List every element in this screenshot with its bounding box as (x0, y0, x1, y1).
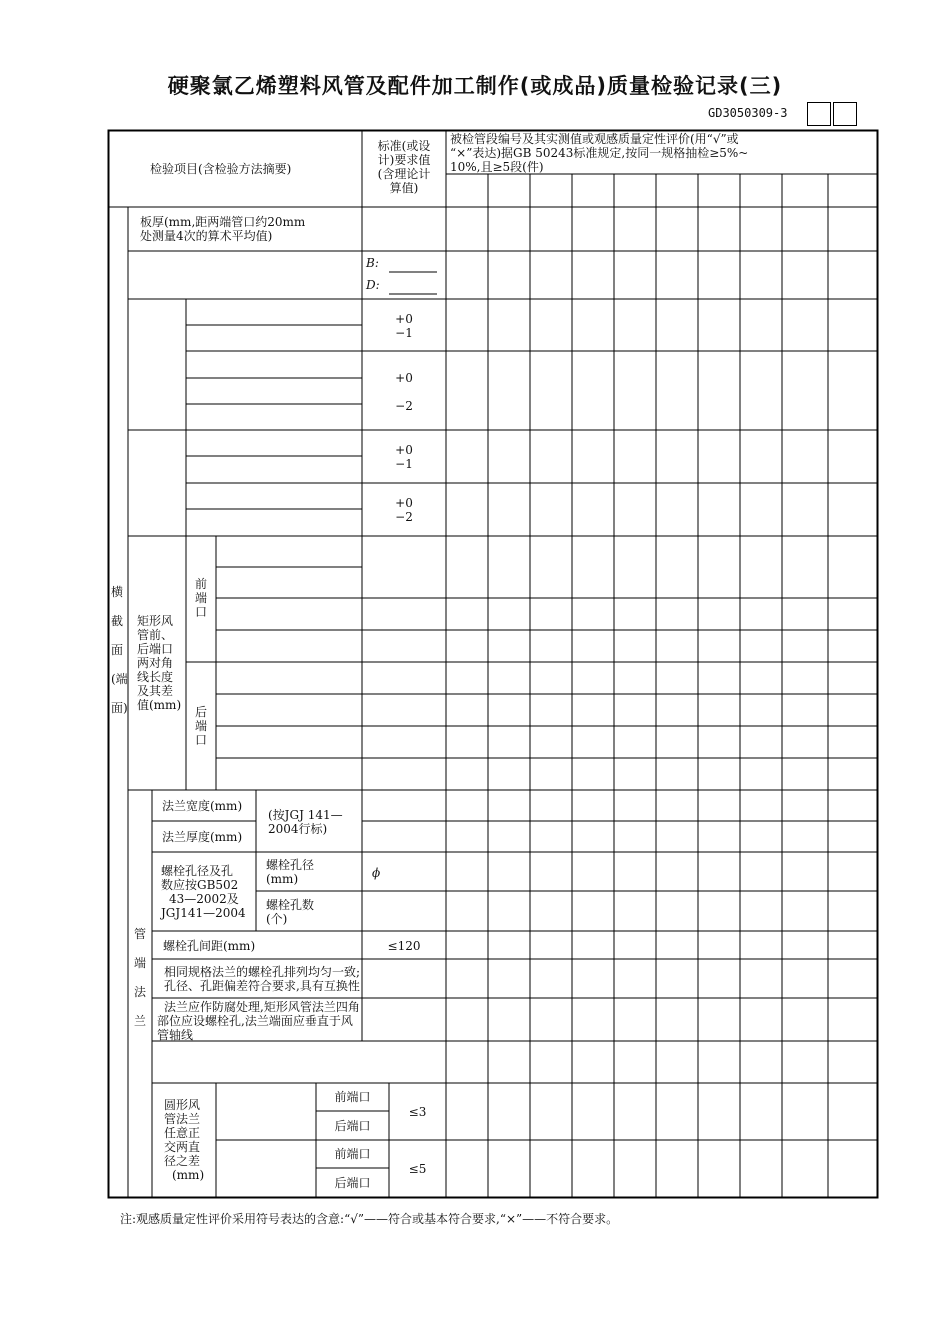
diagonal-label-l1: 矩形风 (137, 614, 174, 628)
d-label: D: (366, 278, 380, 292)
round-front-port-1: 前端口 (334, 1090, 371, 1104)
diagonal-label-l3: 后端口 (137, 642, 174, 656)
tolerance-4-lower: −2 (395, 510, 413, 524)
round-flange-l1: 圆形风 (164, 1098, 201, 1112)
bolt-req-l1: 螺栓孔径及孔 (161, 864, 234, 878)
tolerance-3-upper: +0 (395, 443, 413, 457)
flange-group-label: 管端法兰 (134, 927, 147, 1028)
standard-header-l1: 标准(或设 (377, 139, 431, 153)
bolt-spacing: 螺栓孔间距(mm) (163, 939, 256, 953)
tolerance-2-lower: −2 (395, 399, 413, 413)
measured-header-l2: “×”表达)据GB 50243标准规定,按同一规格抽检≥5%~ (450, 146, 749, 160)
front-port-label: 前端口 (195, 577, 208, 619)
diagonal-label-l6: 及其差 (137, 684, 174, 698)
round-flange-l4: 交两直 (164, 1140, 201, 1154)
bolt-spacing-standard: ≤120 (387, 939, 421, 953)
board-thickness-l2: 处测量4次的算术平均值) (140, 229, 273, 243)
board-thickness-l1: 板厚(mm,距两端管口约20mm (140, 215, 306, 229)
per-jgj-l2: 2004行标) (268, 822, 328, 836)
tolerance-4-upper: +0 (395, 496, 413, 510)
flange-width: 法兰宽度(mm) (162, 799, 243, 813)
tolerance-3-lower: −1 (395, 457, 413, 471)
round-front-port-2: 前端口 (334, 1147, 371, 1161)
cross-section-label: 横截面(端面) (111, 585, 128, 715)
bolt-req-l2: 数应按GB502 (161, 878, 239, 892)
bolt-req-l4: JGJ141—2004 (161, 906, 246, 920)
uniform-l2: 孔径、孔距偏差符合要求,具有互换性 (164, 979, 360, 993)
round-std-le5: ≤5 (408, 1162, 427, 1176)
bolt-count-l1: 螺栓孔数 (266, 898, 315, 912)
bolt-diameter-l2: (mm) (266, 872, 299, 886)
rear-port-label: 后端口 (195, 705, 208, 747)
anticorrosion-l2: 部位应设螺栓孔,法兰端面应垂直于风 (157, 1014, 353, 1028)
page-title: 硬聚氯乙烯塑料风管及配件加工制作(或成品)质量检验记录(三) (167, 74, 783, 98)
bolt-req-l3: 43—2002及 (169, 892, 239, 906)
round-rear-port-1: 后端口 (334, 1119, 371, 1133)
tolerance-1-lower: −1 (395, 326, 413, 340)
footer-note: 注:观感质量定性评价采用符号表达的含意:“√”——符合或基本符合要求,“×”——不符合要求。 (120, 1212, 619, 1226)
round-flange-l6: (mm) (172, 1168, 205, 1182)
b-label: B: (366, 256, 379, 270)
measured-header-l1: 被检管段编号及其实测值或观感质量定性评价(用“√”或 (450, 132, 739, 146)
diagonal-label-l5: 线长度 (137, 670, 174, 684)
diagonal-label-l2: 管前、 (137, 628, 174, 642)
diagonal-label-l4: 两对角 (137, 656, 174, 670)
round-flange-l2: 管法兰 (164, 1112, 201, 1126)
standard-header-l2: 计)要求值 (377, 153, 431, 167)
round-flange-l5: 径之差 (164, 1154, 201, 1168)
tolerance-2-upper: +0 (395, 371, 413, 385)
flange-thickness: 法兰厚度(mm) (162, 830, 243, 844)
measured-header-l3: 10%,且≥5段(件) (450, 160, 544, 174)
round-std-le3: ≤3 (408, 1105, 427, 1119)
per-jgj-l1: (按JGJ 141— (268, 808, 343, 822)
form-code: GD3050309-3 (708, 106, 788, 120)
round-rear-port-2: 后端口 (334, 1176, 371, 1190)
tolerance-1-upper: +0 (395, 312, 413, 326)
bolt-count-l2: (个) (266, 912, 288, 926)
diagonal-label-l7: 值(mm) (137, 698, 182, 712)
anticorrosion-l1: 法兰应作防腐处理,矩形风管法兰四角 (164, 1000, 360, 1014)
round-flange-l3: 任意正 (164, 1126, 201, 1140)
standard-header-l3: (含理论计 (377, 167, 431, 181)
phi-symbol: ϕ (372, 866, 381, 880)
bolt-diameter-l1: 螺栓孔径 (266, 858, 315, 872)
item-header: 检验项目(含检验方法摘要) (150, 162, 292, 176)
uniform-l1: 相同规格法兰的螺栓孔排列均匀一致; (164, 965, 361, 979)
standard-header-l4: 算值) (389, 181, 419, 195)
anticorrosion-l3: 管轴线 (157, 1028, 194, 1042)
